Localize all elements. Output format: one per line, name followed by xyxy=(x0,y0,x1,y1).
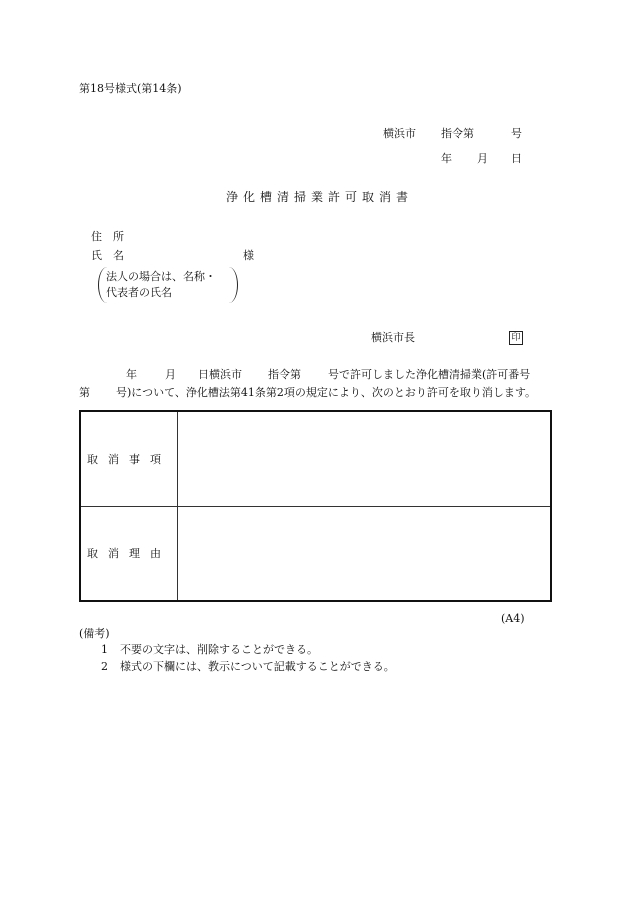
date-year: 年 xyxy=(441,152,452,165)
body-year: 年 xyxy=(126,368,137,381)
document-title: 浄化槽清掃業許可取消書 xyxy=(226,190,414,204)
issuing-city: 横浜市 xyxy=(383,127,416,140)
revocation-reason-field[interactable] xyxy=(178,506,552,601)
notes-heading: (備考) xyxy=(79,627,110,640)
note-text: 様式の下欄には、教示について記載することができる。 xyxy=(120,660,395,673)
revocation-items-label: 取消事項 xyxy=(80,411,178,506)
name-label: 氏 名 xyxy=(91,249,124,262)
seal-mark: 印 xyxy=(509,331,523,345)
honorific: 様 xyxy=(243,249,254,262)
date-day: 日 xyxy=(511,152,522,165)
body-order: 指令第 xyxy=(268,368,301,381)
note-text: 不要の文字は、削除することができる。 xyxy=(120,643,318,656)
corporate-note-line1: 法人の場合は、名称・ xyxy=(106,270,216,283)
body-line2-rest: 号)について、浄化槽法第41条第2項の規定により、次のとおり許可を取り消します。 xyxy=(116,386,536,399)
date-month: 月 xyxy=(477,152,488,165)
address-label: 住 所 xyxy=(91,230,124,243)
order-prefix: 指令第 xyxy=(441,127,474,140)
body-month: 月 xyxy=(165,368,176,381)
mayor-title: 横浜市長 xyxy=(371,331,415,344)
table-row xyxy=(80,411,551,506)
body-day-city: 日横浜市 xyxy=(198,368,242,381)
revocation-reason-label: 取消理由 xyxy=(80,506,178,601)
order-suffix: 号 xyxy=(511,127,522,140)
table-row xyxy=(80,506,551,601)
revocation-table xyxy=(79,410,552,602)
paper-size: (A4) xyxy=(501,612,525,625)
body-line2-first: 第 xyxy=(79,386,90,399)
corporate-note-line2: 代表者の氏名 xyxy=(106,286,172,299)
note-number: 2 xyxy=(101,660,108,673)
body-line1-rest: 号で許可しました浄化槽清掃業(許可番号 xyxy=(328,368,531,381)
form-number: 第18号様式(第14条) xyxy=(79,82,182,95)
revocation-items-field[interactable] xyxy=(178,411,552,506)
note-number: 1 xyxy=(101,643,108,656)
